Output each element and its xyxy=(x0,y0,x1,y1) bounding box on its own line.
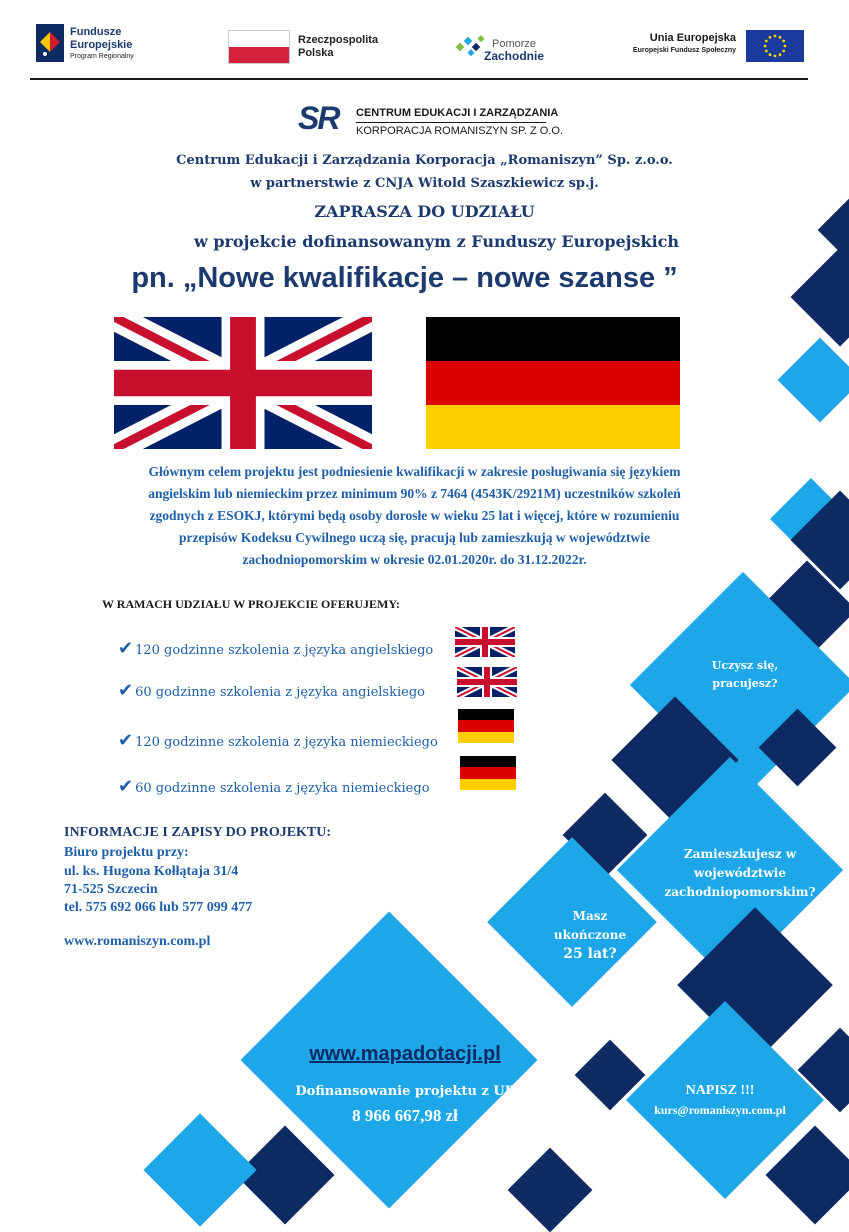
offer-item xyxy=(118,776,430,797)
funding-label: Dofinansowanie projektu z UE xyxy=(295,1084,515,1099)
contact-line: Biuro projektu przy: xyxy=(64,845,189,860)
header-line2: w partnerstwie z CNJA Witold Szaszkiewicz sp.j. xyxy=(250,176,599,191)
german-flag-small-icon xyxy=(458,709,514,743)
contact-line: ul. ks. Hugona Kołłątaja 31/4 xyxy=(64,864,239,879)
checkmark-icon: ✔ xyxy=(118,680,134,701)
header-divider xyxy=(30,78,808,80)
uk-flag-large-icon xyxy=(114,317,372,449)
eu-flag-icon xyxy=(746,30,804,62)
contact-line: 71-525 Szczecin xyxy=(64,882,158,897)
offer-item xyxy=(118,680,425,701)
offer-item-label: 120 godzinne szkolenia z języka angielskiego xyxy=(135,643,434,658)
contact-email[interactable]: kurs@romaniszyn.com.pl xyxy=(654,1103,786,1117)
description-line: zgodnych z ESOKJ, którymi będą osoby dorosłe w wieku 25 lat i więcej, które w rozumieniu xyxy=(149,508,680,523)
pz-line2: Zachodnie xyxy=(484,49,545,63)
diamond-light xyxy=(143,1113,256,1226)
description-line: przepisów Kodeksu Cywilnego uczą się, pracują lub zamieszkują w województwie xyxy=(179,530,650,545)
german-flag-large-icon xyxy=(426,317,680,449)
pz-line1: Pomorze xyxy=(492,38,537,50)
invite-heading: ZAPRASZA DO UDZIAŁU xyxy=(314,202,535,221)
company-sr-mark: SR xyxy=(298,100,339,136)
rp-line2: Polska xyxy=(298,47,334,59)
uk-flag-small-icon xyxy=(457,667,517,697)
diamond-light xyxy=(778,338,849,423)
fe-line3: Program Regionalny xyxy=(70,53,134,60)
offer-item xyxy=(118,638,433,659)
offer-item-label: 120 godzinne szkolenia z języka niemieckiego xyxy=(135,735,438,750)
funding-amount: 8 966 667,98 zł xyxy=(352,1106,458,1125)
offer-heading: W RAMACH UDZIAŁU W PROJEKCIE OFERUJEMY: xyxy=(102,597,400,611)
diamond-dark xyxy=(508,1148,593,1232)
company-logo xyxy=(298,100,564,140)
bubble-learn-work: Uczysz się, pracujesz? xyxy=(711,659,779,690)
header-line1: Centrum Edukacji i Zarządzania Korporacja „Romaniszyn” Sp. z.o.o. xyxy=(176,153,673,168)
checkmark-icon: ✔ xyxy=(118,638,134,659)
fe-line2: Europejskie xyxy=(70,39,133,51)
offer-item-label: 60 godzinne szkolenia z języka angielskiego xyxy=(135,685,425,700)
german-flag-small-icon xyxy=(460,756,516,790)
logo-bar xyxy=(0,0,849,80)
fundusze-europejskie-logo-icon xyxy=(36,24,64,62)
offer-item xyxy=(118,730,438,751)
rp-line1: Rzeczpospolita xyxy=(298,34,379,46)
checkmark-icon: ✔ xyxy=(118,776,134,797)
project-line: w projekcie dofinansowanym z Funduszy Europejskich xyxy=(193,232,680,251)
ue-line1: Unia Europejska xyxy=(649,32,736,44)
description-line: angielskim lub niemieckim przez minimum 90% z 7464 (4543K/2921M) uczestników szkoleń xyxy=(148,486,681,501)
offer-item-label: 60 godzinne szkolenia z języka niemieckiego xyxy=(135,781,430,796)
checkmark-icon: ✔ xyxy=(118,730,134,751)
fe-line1: Fundusze xyxy=(70,26,122,38)
uk-flag-small-icon xyxy=(455,627,515,657)
bubble-residence: Zamieszkujesz w województwie zachodniopomorskim? xyxy=(664,847,816,900)
company-line1: CENTRUM EDUKACJI I ZARZĄDZANIA xyxy=(356,107,559,119)
bubble-write: NAPISZ !!! kurs@romaniszyn.com.pl xyxy=(630,1083,810,1118)
project-title: pn. „Nowe kwalifikacje – nowe szanse ” xyxy=(131,262,678,294)
description-line: zachodniopomorskim w okresie 02.01.2020r. do 31.12.2022r. xyxy=(242,552,587,567)
polish-flag-icon xyxy=(228,30,290,64)
company-line2: KORPORACJA ROMANISZYN SP. Z O.O. xyxy=(356,125,564,137)
mapadotacji-link[interactable]: www.mapadotacji.pl xyxy=(309,1043,501,1065)
ue-line2: Europejski Fundusz Społeczny xyxy=(632,47,736,54)
bubble-age: Masz ukończone 25 lat? xyxy=(553,909,627,963)
description-line: Głównym celem projektu jest podniesienie kwalifikacji w zakresie posługiwania się językiem xyxy=(148,464,681,479)
contact-phone: tel. 575 692 066 lub 577 099 477 xyxy=(64,900,253,915)
website-link[interactable]: www.romaniszyn.com.pl xyxy=(64,934,211,949)
contact-heading: INFORMACJE I ZAPISY DO PROJEKTU: xyxy=(64,825,332,840)
